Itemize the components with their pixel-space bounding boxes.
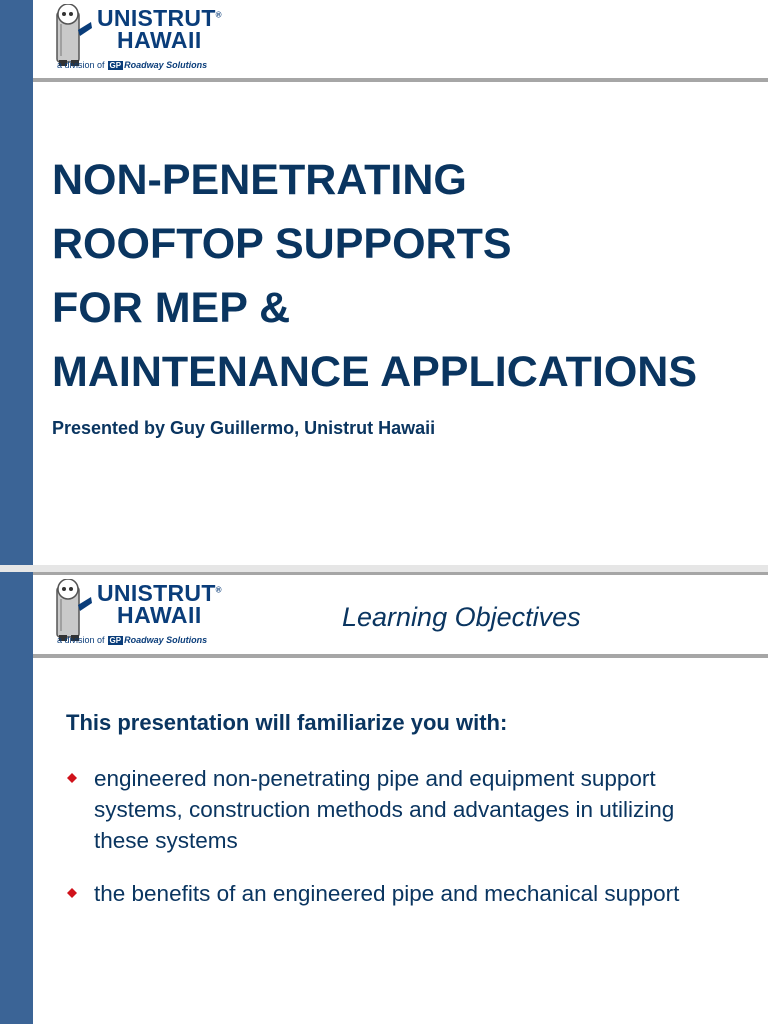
title-line: NON-PENETRATING — [52, 156, 467, 204]
section-title: Learning Objectives — [342, 602, 581, 632]
header-top-rule — [33, 572, 768, 575]
title-line: MAINTENANCE APPLICATIONS — [52, 348, 697, 396]
logo-division-line: a division of GP Roadway Solutions — [57, 60, 208, 70]
unistrut-hawaii-logo — [45, 579, 245, 649]
slide-left-accent-bar — [0, 0, 33, 565]
red-diamond-bullet-icon — [66, 772, 78, 784]
list-item — [66, 878, 716, 909]
logo-unistrut-wordmark: UNISTRUT® — [97, 580, 222, 606]
roadway-solutions-text: Roadway Solutions — [124, 635, 208, 645]
roadway-solutions-text: Roadway Solutions — [124, 60, 208, 70]
logo-hawaii-wordmark: HAWAII — [117, 602, 202, 628]
bullet-text: the benefits of an engineered pipe and mechanical support — [94, 881, 680, 906]
objectives-list — [66, 763, 716, 931]
slide-separator — [0, 565, 768, 572]
slide-learning-objectives — [0, 572, 768, 1024]
slide-title-heading — [52, 148, 697, 404]
logo-unistrut-wordmark: UNISTRUT® — [97, 5, 222, 31]
title-line: FOR MEP & — [52, 284, 291, 332]
objectives-intro: This presentation will familiarize you with: — [66, 710, 508, 735]
logo-hawaii-wordmark: HAWAII — [117, 27, 202, 53]
title-line: ROOFTOP SUPPORTS — [52, 220, 512, 268]
slide-left-accent-bar — [0, 572, 33, 1024]
red-diamond-bullet-icon — [66, 887, 78, 899]
header-divider — [33, 654, 768, 658]
gp-badge: GP — [109, 61, 122, 70]
presenter-credit: Presented by Guy Guillermo, Unistrut Hawaii — [52, 418, 436, 438]
list-item — [66, 763, 716, 856]
logo-division-line: a division of GP Roadway Solutions — [57, 635, 208, 645]
bullet-text: engineered non-penetrating pipe and equipment support systems, construction methods and advantages in utilizing these systems — [94, 766, 675, 853]
unistrut-hawaii-logo — [45, 4, 245, 74]
gp-badge: GP — [109, 636, 122, 645]
header-divider — [33, 78, 768, 82]
